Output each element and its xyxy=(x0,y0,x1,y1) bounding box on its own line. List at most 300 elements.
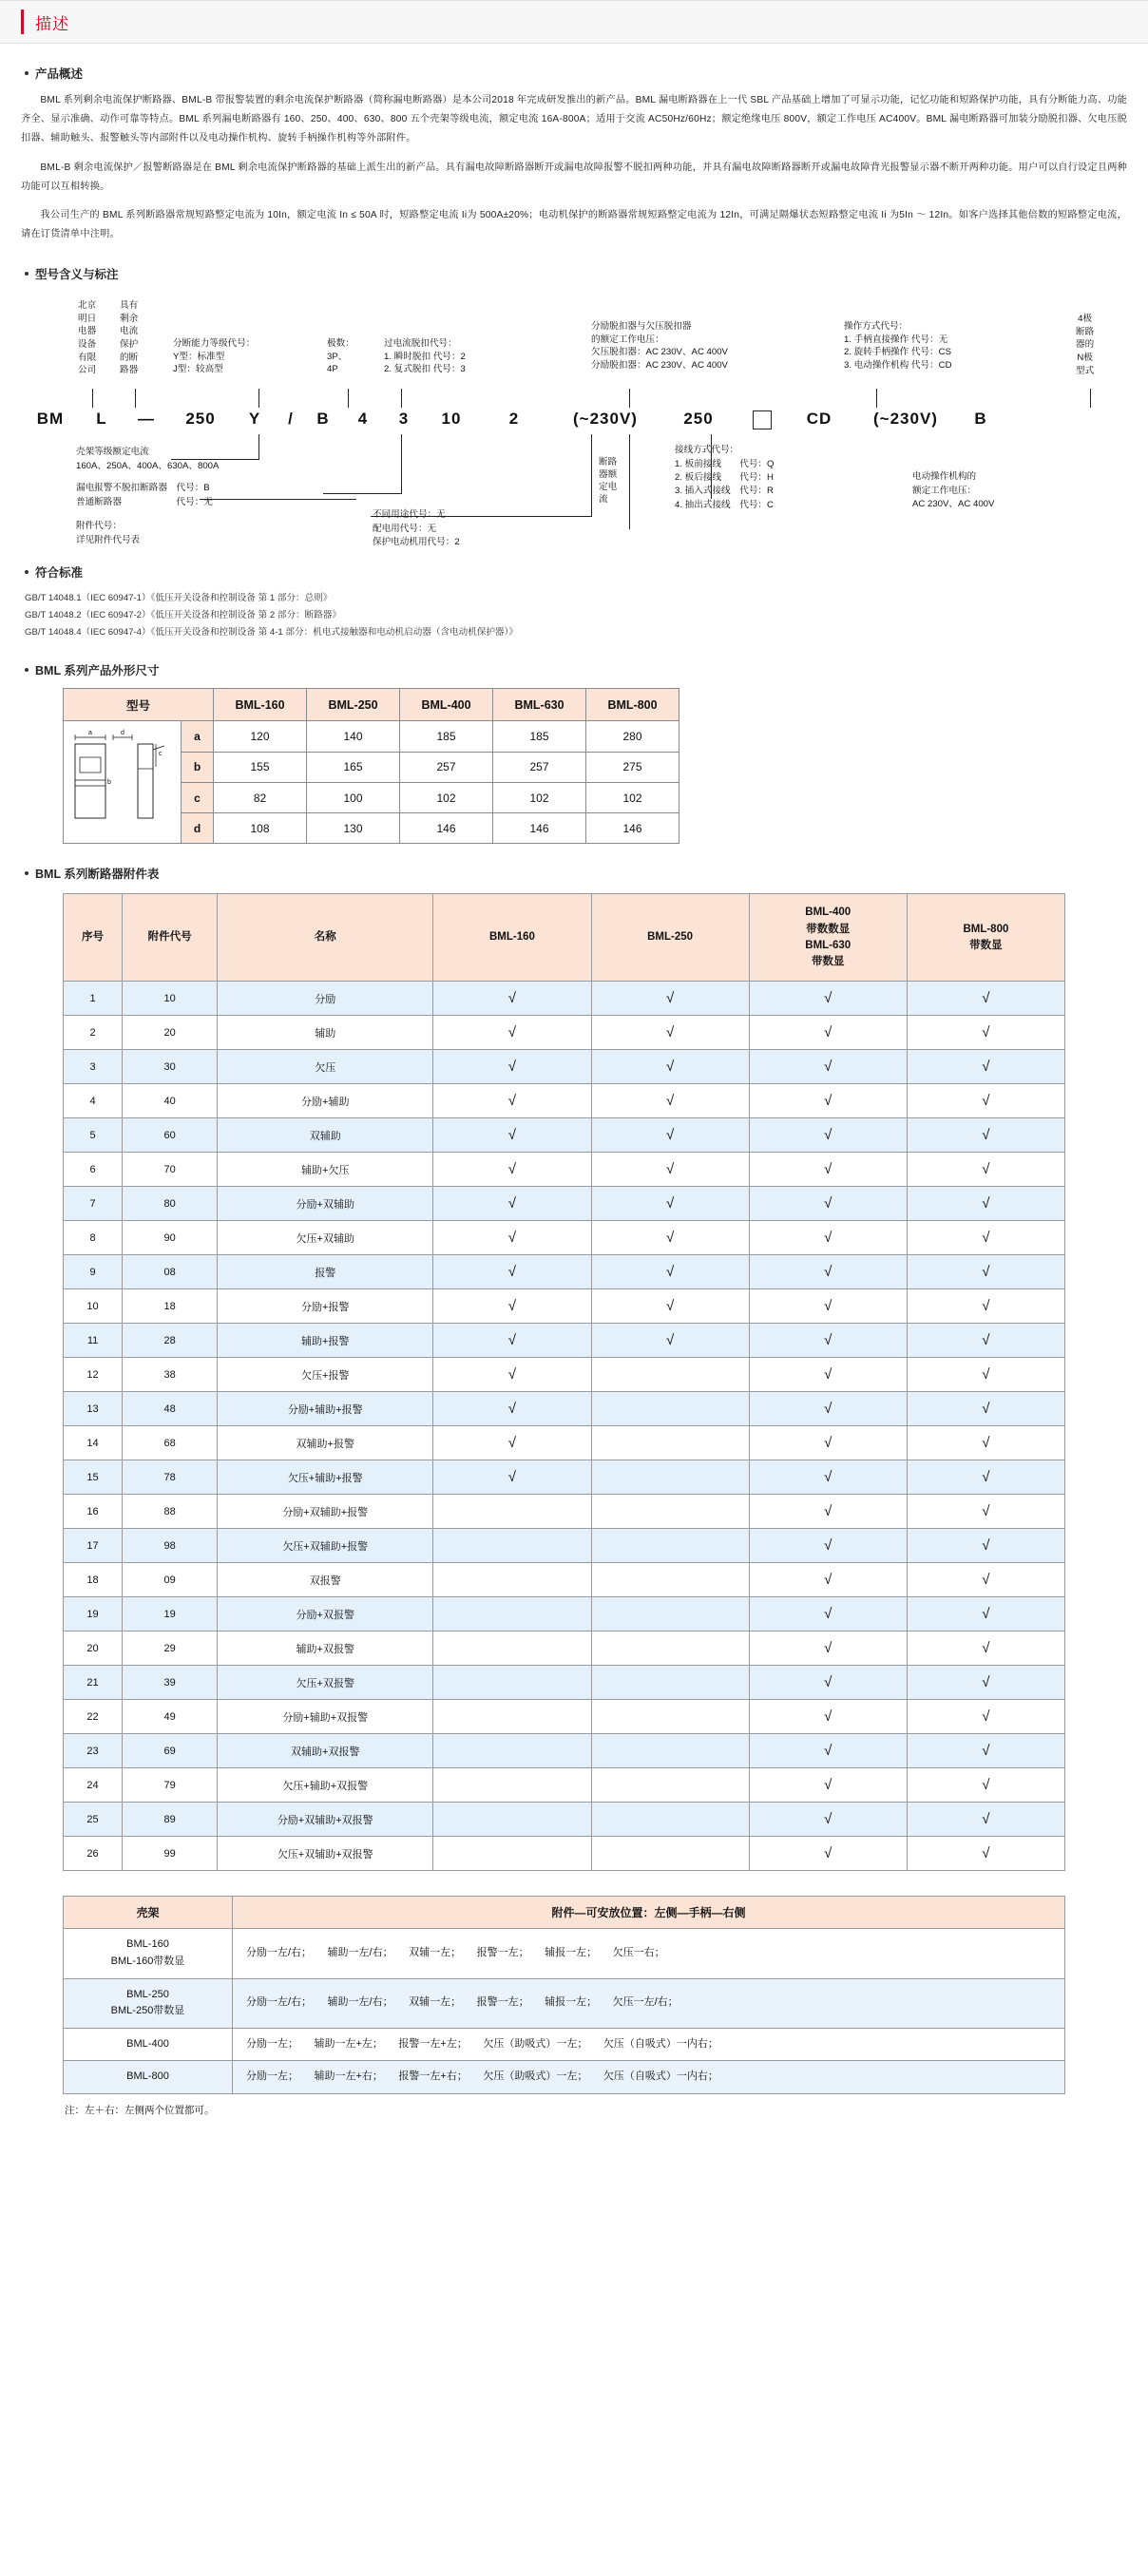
label-line: 设备 xyxy=(78,339,97,351)
label-line: 1. 手柄直接操作 代号：无 xyxy=(844,334,948,345)
acc-cell-name: 辅助+报警 xyxy=(218,1324,433,1358)
model-code-row xyxy=(21,410,1127,429)
section-heading-nomenclature xyxy=(25,265,1127,282)
table-row xyxy=(64,1050,1065,1084)
label-line: 断路 xyxy=(1076,326,1095,337)
acc-cell-bml400-630: √ xyxy=(749,1153,907,1187)
dim-header-col-1: BML-250 xyxy=(307,689,400,721)
header-line: BML-800 xyxy=(963,923,1009,935)
label-line: 定电 xyxy=(599,482,618,493)
shell-line: BML-400 xyxy=(126,2037,169,2050)
acc-cell-seq: 3 xyxy=(64,1050,123,1084)
header-accent-bar xyxy=(21,10,24,34)
table-row xyxy=(64,1768,1065,1803)
acc-cell-code: 60 xyxy=(123,1118,218,1153)
nomen-bottom-label-3 xyxy=(373,508,460,549)
code-token-13 xyxy=(736,410,789,429)
acc-cell-bml400-630: √ xyxy=(749,1529,907,1563)
acc-header-seq: 序号 xyxy=(64,894,123,982)
acc-cell-name: 欠压+报警 xyxy=(218,1358,433,1392)
acc-cell-bml250 xyxy=(591,1495,749,1529)
dimensions-table xyxy=(63,688,679,844)
acc-cell-code: 78 xyxy=(123,1460,218,1495)
acc-cell-code: 89 xyxy=(123,1803,218,1837)
acc-cell-name: 双报警 xyxy=(218,1563,433,1597)
acc-cell-bml400-630: √ xyxy=(749,1084,907,1118)
acc-cell-bml160: √ xyxy=(433,1289,591,1324)
header-line: BML-400 xyxy=(805,906,851,919)
header-line: 带数显 xyxy=(969,939,1003,951)
nomen-bottom-label-5 xyxy=(675,444,774,512)
acc-cell-code: 80 xyxy=(123,1187,218,1221)
nomen-bottom-label-0 xyxy=(76,446,219,473)
table-row xyxy=(64,1460,1065,1495)
acc-cell-name: 双辅助 xyxy=(218,1118,433,1153)
acc-cell-bml800: √ xyxy=(907,1221,1064,1255)
breaker-outline-svg xyxy=(69,725,176,839)
acc-cell-bml160: √ xyxy=(433,1016,591,1050)
acc-cell-bml800: √ xyxy=(907,1118,1064,1153)
label-line: 过电流脱扣代号： xyxy=(384,338,457,350)
model-designation-diagram xyxy=(21,294,1127,548)
acc-cell-code: 30 xyxy=(123,1050,218,1084)
standards-heading-label: 符合标准 xyxy=(35,566,84,581)
acc-cell-bml160: √ xyxy=(433,1084,591,1118)
acc-cell-name: 欠压+辅助+报警 xyxy=(218,1460,433,1495)
leader-line xyxy=(323,493,402,494)
acc-cell-name: 分励+双辅助+报警 xyxy=(218,1495,433,1529)
acc-cell-code: 40 xyxy=(123,1084,218,1118)
table-row xyxy=(64,2028,1065,2061)
label-line: 电器 xyxy=(78,326,97,337)
acc-cell-bml160: √ xyxy=(433,1153,591,1187)
acc-cell-code: 10 xyxy=(123,982,218,1016)
placement-table-body xyxy=(64,1929,1065,2094)
acc-cell-bml160 xyxy=(433,1734,591,1768)
connector-line xyxy=(1090,389,1091,408)
acc-cell-bml800: √ xyxy=(907,1563,1064,1597)
acc-cell-bml400-630: √ xyxy=(749,982,907,1016)
acc-cell-bml800: √ xyxy=(907,1597,1064,1631)
dimensions-table-wrap xyxy=(63,688,1127,844)
placement-cell-shell xyxy=(64,2028,233,2061)
acc-cell-name: 欠压+双辅助+报警 xyxy=(218,1529,433,1563)
code-token-11: (~230V) xyxy=(573,410,638,429)
acc-cell-name: 分励+辅助 xyxy=(218,1084,433,1118)
code-token-3: 250 xyxy=(185,410,216,429)
acc-cell-bml400-630: √ xyxy=(749,1597,907,1631)
acc-cell-seq: 23 xyxy=(64,1734,123,1768)
section-heading-dimensions xyxy=(25,661,1127,678)
label-line: 普通断路器 代号：无 xyxy=(76,496,213,507)
acc-cell-seq: 2 xyxy=(64,1016,123,1050)
acc-cell-bml250 xyxy=(591,1426,749,1460)
dim-cell-2-3: 102 xyxy=(493,782,586,812)
code-token-10: 2 xyxy=(508,410,520,429)
table-row xyxy=(64,1118,1065,1153)
acc-cell-seq: 14 xyxy=(64,1426,123,1460)
acc-header-bml800 xyxy=(907,894,1064,982)
acc-cell-name: 分励+双辅助+双报警 xyxy=(218,1803,433,1837)
placement-cell-positions: 分励一左/右； 辅助一左/右； 双辅一左； 报警一左； 辅报一左； 欠压一左/右； xyxy=(233,1978,1065,2028)
placement-table xyxy=(63,1896,1065,2094)
acc-cell-name: 分励+报警 xyxy=(218,1289,433,1324)
acc-cell-bml160 xyxy=(433,1631,591,1666)
standard-item: GB/T 14048.4（IEC 60947-4）《低压开关设备和控制设备 第 4-1 部分：机电式接触器和电动机启动器（含电动机保护器）》 xyxy=(25,626,519,638)
nomen-top-label-7 xyxy=(1076,313,1094,377)
acc-cell-code: 68 xyxy=(123,1426,218,1460)
acc-cell-seq: 12 xyxy=(64,1358,123,1392)
label-line: 流 xyxy=(599,494,608,506)
label-line: 极数： xyxy=(327,338,354,350)
acc-cell-code: 49 xyxy=(123,1700,218,1734)
label-line: 2. 旋转手柄操作 代号：CS xyxy=(844,347,952,358)
acc-cell-code: 79 xyxy=(123,1768,218,1803)
standard-item: GB/T 14048.2（IEC 60947-2）《低压开关设备和控制设备 第 2 部分：断路器》 xyxy=(25,609,342,620)
section-heading-standards xyxy=(25,563,1127,581)
acc-cell-bml800: √ xyxy=(907,1700,1064,1734)
dim-header-col-3: BML-630 xyxy=(493,689,586,721)
code-token-0: BM xyxy=(36,410,65,429)
acc-cell-bml400-630: √ xyxy=(749,1392,907,1426)
dim-header-col-2: BML-400 xyxy=(400,689,493,721)
acc-cell-bml800: √ xyxy=(907,1768,1064,1803)
table-row xyxy=(64,1837,1065,1871)
page-content xyxy=(0,65,1148,2155)
acc-cell-bml400-630: √ xyxy=(749,1118,907,1153)
code-token-14: CD xyxy=(806,410,832,429)
shell-line: BML-160带数显 xyxy=(110,1956,185,1968)
shell-line: BML-160 xyxy=(126,1938,169,1951)
dim-cell-0-3: 185 xyxy=(493,721,586,752)
acc-cell-bml250: √ xyxy=(591,1153,749,1187)
acc-cell-bml800: √ xyxy=(907,1426,1064,1460)
dim-header-col-0: BML-160 xyxy=(214,689,307,721)
section-heading-overview xyxy=(25,65,1127,82)
dim-cell-3-2: 146 xyxy=(400,813,493,844)
nomen-bottom-label-2 xyxy=(76,520,140,547)
acc-cell-bml800: √ xyxy=(907,1803,1064,1837)
table-row xyxy=(64,1221,1065,1255)
label-line: 断路 xyxy=(599,457,618,468)
dim-cell-3-1: 130 xyxy=(307,813,400,844)
nomen-top-label-5 xyxy=(591,320,728,372)
nomen-top-label-6 xyxy=(844,320,952,372)
acc-cell-seq: 26 xyxy=(64,1837,123,1871)
label-line: 接线方式代号： xyxy=(675,445,739,456)
acc-cell-bml400-630: √ xyxy=(749,1221,907,1255)
acc-cell-bml250 xyxy=(591,1529,749,1563)
table-row xyxy=(64,1084,1065,1118)
acc-cell-bml250: √ xyxy=(591,1050,749,1084)
table-row xyxy=(64,1929,1065,1978)
acc-cell-bml250 xyxy=(591,1768,749,1803)
accessories-heading-label: BML 系列断路器附件表 xyxy=(35,868,160,882)
code-token-1: L xyxy=(96,410,107,429)
dim-cell-3-4: 146 xyxy=(586,813,679,844)
connector-line xyxy=(348,389,349,408)
acc-cell-bml800: √ xyxy=(907,1358,1064,1392)
label-line: 3. 电动操作机构 代号：CD xyxy=(844,360,952,372)
acc-cell-code: 29 xyxy=(123,1631,218,1666)
label-line: J型：较高型 xyxy=(173,364,223,375)
acc-cell-code: 48 xyxy=(123,1392,218,1426)
label-line: 器额 xyxy=(599,469,618,481)
label-line: 剩余 xyxy=(120,313,139,324)
dim-cell-1-4: 275 xyxy=(586,752,679,782)
acc-cell-bml800: √ xyxy=(907,1734,1064,1768)
acc-cell-seq: 22 xyxy=(64,1700,123,1734)
overview-paragraph-3: 我公司生产的 BML 系列断路器常规短路整定电流为 10In，额定电流 In ≤ 50A 时，短路整定电流 Ii为 500A±20%；电动机保护的断路器常规短路整定电流为 12In，可满足隔爆状态短路整定电流 Ii 为5In ～ 12In。如客户选择其他倍数的短路整定电流，请在订货清单中注明。 xyxy=(21,210,1127,240)
nomen-top-label-2 xyxy=(173,337,255,376)
product-outline-drawing xyxy=(64,721,182,844)
acc-cell-bml800: √ xyxy=(907,1153,1064,1187)
standards-list xyxy=(25,590,1127,640)
code-token-7: 4 xyxy=(357,410,369,429)
nomen-bottom-label-6 xyxy=(912,470,994,511)
acc-cell-seq: 1 xyxy=(64,982,123,1016)
acc-cell-bml250: √ xyxy=(591,1221,749,1255)
label-line: 2. 板后接线 代号：H xyxy=(675,472,774,484)
table-row xyxy=(64,1358,1065,1392)
acc-cell-bml800: √ xyxy=(907,1837,1064,1871)
label-line: 明日 xyxy=(78,313,97,324)
label-line: 欠压脱扣器：AC 230V、AC 400V xyxy=(591,347,728,358)
acc-cell-bml250 xyxy=(591,1358,749,1392)
nomenclature-heading-label: 型号含义与标注 xyxy=(35,268,119,282)
placement-cell-positions: 分励一左/右； 辅助一左/右； 双辅一左； 报警一左； 辅报一左； 欠压一右； xyxy=(233,1929,1065,1978)
label-line: 160A、250A、400A、630A、800A xyxy=(76,460,220,471)
label-line: 2. 复式脱扣 代号：3 xyxy=(384,364,466,375)
svg-text:c: c xyxy=(158,751,162,758)
acc-cell-name: 分励+双报警 xyxy=(218,1597,433,1631)
acc-cell-bml800: √ xyxy=(907,1050,1064,1084)
svg-text:a: a xyxy=(87,730,92,737)
label-line: 1. 板前接线 代号：Q xyxy=(675,458,775,469)
dim-cell-0-2: 185 xyxy=(400,721,493,752)
table-row xyxy=(64,1324,1065,1358)
acc-cell-bml250 xyxy=(591,1392,749,1426)
dim-cell-2-1: 100 xyxy=(307,782,400,812)
section-heading-accessories xyxy=(25,865,1127,882)
acc-cell-seq: 10 xyxy=(64,1289,123,1324)
connector-line xyxy=(401,389,402,408)
acc-cell-bml800: √ xyxy=(907,1666,1064,1700)
acc-cell-name: 辅助+双报警 xyxy=(218,1631,433,1666)
acc-cell-bml250 xyxy=(591,1460,749,1495)
table-row xyxy=(64,1426,1065,1460)
overview-heading-label: 产品概述 xyxy=(35,67,84,81)
acc-cell-bml160: √ xyxy=(433,1187,591,1221)
label-line: 分励脱扣器与欠压脱扣器 xyxy=(591,321,692,333)
acc-cell-bml160: √ xyxy=(433,1221,591,1255)
table-row xyxy=(64,982,1065,1016)
nomen-bottom-label-1 xyxy=(76,482,213,509)
placement-table-wrap xyxy=(63,1896,1127,2117)
dim-header-model: 型号 xyxy=(64,689,214,721)
acc-cell-bml160 xyxy=(433,1529,591,1563)
acc-cell-code: 88 xyxy=(123,1495,218,1529)
label-line: 电动操作机构的 xyxy=(912,471,977,483)
dim-cell-2-2: 102 xyxy=(400,782,493,812)
label-line: 操作方式代号： xyxy=(844,321,909,333)
acc-cell-bml250 xyxy=(591,1700,749,1734)
acc-cell-bml160: √ xyxy=(433,1255,591,1289)
acc-cell-seq: 19 xyxy=(64,1597,123,1631)
label-line: 保护电动机用代号：2 xyxy=(373,537,460,548)
acc-cell-bml250: √ xyxy=(591,1084,749,1118)
code-token-12: 250 xyxy=(683,410,714,429)
acc-cell-name: 欠压+辅助+双报警 xyxy=(218,1768,433,1803)
connector-line xyxy=(258,389,259,408)
table-row xyxy=(64,1803,1065,1837)
code-token-9: 10 xyxy=(441,410,462,429)
leader-line xyxy=(629,434,630,529)
acc-cell-bml400-630: √ xyxy=(749,1837,907,1871)
table-row xyxy=(64,1392,1065,1426)
acc-cell-bml160 xyxy=(433,1597,591,1631)
dim-cell-2-0: 82 xyxy=(214,782,307,812)
acc-cell-seq: 24 xyxy=(64,1768,123,1803)
acc-cell-bml400-630: √ xyxy=(749,1631,907,1666)
acc-cell-bml800: √ xyxy=(907,1187,1064,1221)
label-line: 公司 xyxy=(78,365,97,376)
dim-cell-3-3: 146 xyxy=(493,813,586,844)
acc-cell-seq: 15 xyxy=(64,1460,123,1495)
bullet-icon xyxy=(25,71,29,75)
acc-cell-seq: 4 xyxy=(64,1084,123,1118)
label-line: 电流 xyxy=(120,326,139,337)
dim-cell-1-2: 257 xyxy=(400,752,493,782)
leader-line xyxy=(258,434,259,459)
connector-line xyxy=(92,389,93,408)
acc-cell-code: 98 xyxy=(123,1529,218,1563)
acc-cell-bml400-630: √ xyxy=(749,1803,907,1837)
acc-cell-bml800: √ xyxy=(907,1324,1064,1358)
acc-cell-code: 28 xyxy=(123,1324,218,1358)
dim-cell-1-1: 165 xyxy=(307,752,400,782)
acc-cell-bml160: √ xyxy=(433,1358,591,1392)
acc-cell-bml250: √ xyxy=(591,982,749,1016)
acc-cell-bml800: √ xyxy=(907,1392,1064,1426)
bullet-icon xyxy=(25,871,29,875)
nomen-top-label-4 xyxy=(384,337,466,376)
acc-cell-seq: 9 xyxy=(64,1255,123,1289)
acc-cell-seq: 17 xyxy=(64,1529,123,1563)
table-row xyxy=(64,1529,1065,1563)
page-title: 描述 xyxy=(35,14,69,33)
label-line: 的额定工作电压： xyxy=(591,334,664,345)
acc-cell-bml800: √ xyxy=(907,982,1064,1016)
acc-cell-code: 08 xyxy=(123,1255,218,1289)
table-row xyxy=(64,1255,1065,1289)
acc-cell-bml800: √ xyxy=(907,1529,1064,1563)
acc-cell-bml160: √ xyxy=(433,982,591,1016)
connector-line xyxy=(629,389,630,408)
table-row xyxy=(64,1289,1065,1324)
acc-cell-name: 双辅助+报警 xyxy=(218,1426,433,1460)
table-row xyxy=(64,1666,1065,1700)
acc-cell-bml250 xyxy=(591,1597,749,1631)
bullet-icon xyxy=(25,668,29,672)
acc-cell-bml160 xyxy=(433,1803,591,1837)
code-token-6: B xyxy=(316,410,330,429)
acc-cell-seq: 20 xyxy=(64,1631,123,1666)
table-row xyxy=(64,1734,1065,1768)
table-row xyxy=(64,1700,1065,1734)
label-line: Y型：标准型 xyxy=(173,351,225,362)
dim-cell-3-0: 108 xyxy=(214,813,307,844)
bullet-icon xyxy=(25,272,29,276)
leader-line xyxy=(591,434,592,516)
table-header-row xyxy=(64,689,679,721)
acc-cell-bml250: √ xyxy=(591,1255,749,1289)
label-line: 4P xyxy=(327,364,338,375)
acc-cell-bml160: √ xyxy=(433,1460,591,1495)
label-line: 不同用途代号：无 xyxy=(373,509,446,521)
label-line: 1. 瞬时脱扣 代号：2 xyxy=(384,351,466,362)
acc-cell-name: 欠压+双辅助+双报警 xyxy=(218,1837,433,1871)
acc-cell-name: 欠压 xyxy=(218,1050,433,1084)
label-line: 漏电报警不脱扣断路器 代号：B xyxy=(76,483,210,494)
acc-cell-bml160: √ xyxy=(433,1426,591,1460)
acc-cell-bml400-630: √ xyxy=(749,1187,907,1221)
table-row xyxy=(64,1631,1065,1666)
label-line: 4. 抽出式接线 代号：C xyxy=(675,499,774,510)
dim-header-col-4: BML-800 xyxy=(586,689,679,721)
label-line: 具有 xyxy=(120,300,139,312)
leader-line xyxy=(200,499,356,500)
label-line: 4极 xyxy=(1078,314,1093,325)
acc-cell-bml250 xyxy=(591,1666,749,1700)
acc-cell-name: 辅助 xyxy=(218,1016,433,1050)
acc-cell-code: 69 xyxy=(123,1734,218,1768)
acc-cell-bml800: √ xyxy=(907,1255,1064,1289)
acc-cell-name: 分励 xyxy=(218,982,433,1016)
shell-line: BML-800 xyxy=(126,2070,169,2083)
acc-cell-bml160: √ xyxy=(433,1050,591,1084)
acc-cell-name: 欠压+双报警 xyxy=(218,1666,433,1700)
acc-cell-bml250: √ xyxy=(591,1016,749,1050)
acc-cell-bml250 xyxy=(591,1631,749,1666)
acc-header-bml250: BML-250 xyxy=(591,894,749,982)
acc-cell-name: 分励+辅助+报警 xyxy=(218,1392,433,1426)
dim-row-label-0: a xyxy=(182,721,214,752)
placement-cell-shell xyxy=(64,1978,233,2028)
accessories-table xyxy=(63,893,1065,1871)
acc-cell-bml250 xyxy=(591,1563,749,1597)
code-token-16: B xyxy=(974,410,987,429)
acc-cell-bml800: √ xyxy=(907,1016,1064,1050)
acc-cell-bml400-630: √ xyxy=(749,1563,907,1597)
label-line: 附件代号： xyxy=(76,521,122,532)
acc-cell-seq: 11 xyxy=(64,1324,123,1358)
acc-cell-seq: 6 xyxy=(64,1153,123,1187)
acc-cell-bml250 xyxy=(591,1803,749,1837)
svg-text:b: b xyxy=(106,779,111,787)
acc-cell-seq: 13 xyxy=(64,1392,123,1426)
dim-cell-1-0: 155 xyxy=(214,752,307,782)
accessories-table-wrap xyxy=(63,893,1127,1871)
overview-paragraph-1: BML 系列剩余电流保护断路器、BML-B 带报警装置的剩余电流保护断路器（简称漏电断路器）是本公司2018 年完成研发推出的新产品。BML 漏电断路器在上一代 SBL 产品基础上增加了可显示功能，记忆功能和短路保护功能，具有分断能力高、功能齐全、显示准确、动作可靠等特点。BML 系列漏电断路器有 160、250、400、630、800 五个壳架等级电流，额定电流 16A-800A；适用于交流 AC50Hz/60Hz；额定绝缘电压 800V，额定工作电压 AC400V。BML 漏电断路器可加装分励脱扣器、欠电压脱扣器、辅助触头、报警触头等内部附件以及电动操作机构、旋转手柄操作机构等外部附件。 xyxy=(21,95,1127,143)
overview-paragraph-2: BML-B 剩余电流保护／报警断路器是在 BML 剩余电流保护断路器的基础上派生出的新产品。具有漏电故障断路器断开或漏电故障报警不脱扣两种功能，并具有漏电故障断路器断开或漏电故障背光报警显示器不断开两种功能。用户可以自行设定且两种功能可以互相转换。 xyxy=(21,162,1127,192)
acc-cell-seq: 21 xyxy=(64,1666,123,1700)
acc-cell-code: 70 xyxy=(123,1153,218,1187)
shell-line: BML-250 xyxy=(126,1988,169,2000)
placement-cell-shell xyxy=(64,1929,233,1978)
acc-cell-bml250: √ xyxy=(591,1187,749,1221)
acc-cell-bml250: √ xyxy=(591,1324,749,1358)
